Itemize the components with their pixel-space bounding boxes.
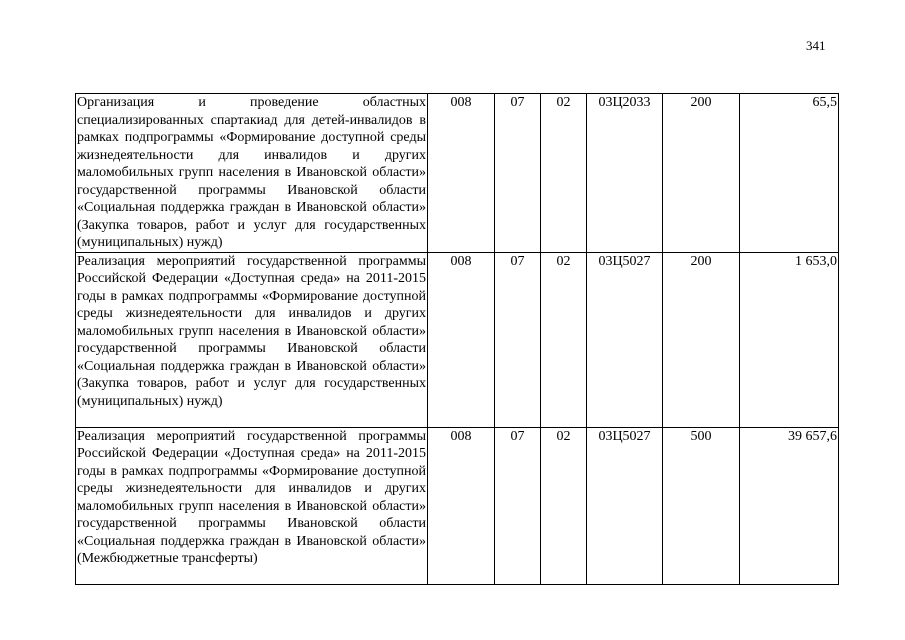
target-article-code: 03Ц5027	[587, 252, 663, 427]
amount-value: 1 653,0	[740, 252, 839, 427]
section-code: 07	[495, 252, 541, 427]
row-description: Реализация мероприятий государственной программы Российской Федерации «Доступная среда» на 2011-2015 годы в рамках подпрограммы «Формирование доступной среды жизнедеятельности для инвалидов и других маломобильных групп населения в Ивановской области» государственной программы Ивановской области «Социальная поддержка граждан в Ивановской области» (Межбюджетные трансферты)	[76, 427, 428, 584]
section-code: 07	[495, 94, 541, 253]
subsection-code: 02	[541, 252, 587, 427]
section-code: 07	[495, 427, 541, 584]
amount-value: 39 657,6	[740, 427, 839, 584]
expense-type-code: 500	[663, 427, 740, 584]
page-number: 341	[806, 38, 826, 53]
table-row	[76, 427, 839, 584]
expense-type-code: 200	[663, 94, 740, 253]
amount-value: 65,5	[740, 94, 839, 253]
target-article-code: 03Ц5027	[587, 427, 663, 584]
subsection-code: 02	[541, 94, 587, 253]
row-description: Реализация мероприятий государственной программы Российской Федерации «Доступная среда» на 2011-2015 годы в рамках подпрограммы «Формирование доступной среды жизнедеятельности для инвалидов и других маломобильных групп населения в Ивановской области» государственной программы Ивановской области «Социальная поддержка граждан в Ивановской области» (Закупка товаров, работ и услуг для государственных (муниципальных) нужд)	[76, 252, 428, 427]
ministry-code: 008	[428, 94, 495, 253]
target-article-code: 03Ц2033	[587, 94, 663, 253]
subsection-code: 02	[541, 427, 587, 584]
budget-table	[75, 93, 839, 585]
table-row	[76, 252, 839, 427]
expense-type-code: 200	[663, 252, 740, 427]
ministry-code: 008	[428, 427, 495, 584]
table-row	[76, 94, 839, 253]
row-description: Организация и проведение областных специализированных спартакиад для детей-инвалидов в рамках подпрограммы «Формирование доступной среды жизнедеятельности для инвалидов и других маломобильных групп населения в Ивановской области» государственной программы Ивановской области «Социальная поддержка граждан в Ивановской области» (Закупка товаров, работ и услуг для государственных (муниципальных) нужд)	[77, 95, 426, 250]
ministry-code: 008	[428, 252, 495, 427]
